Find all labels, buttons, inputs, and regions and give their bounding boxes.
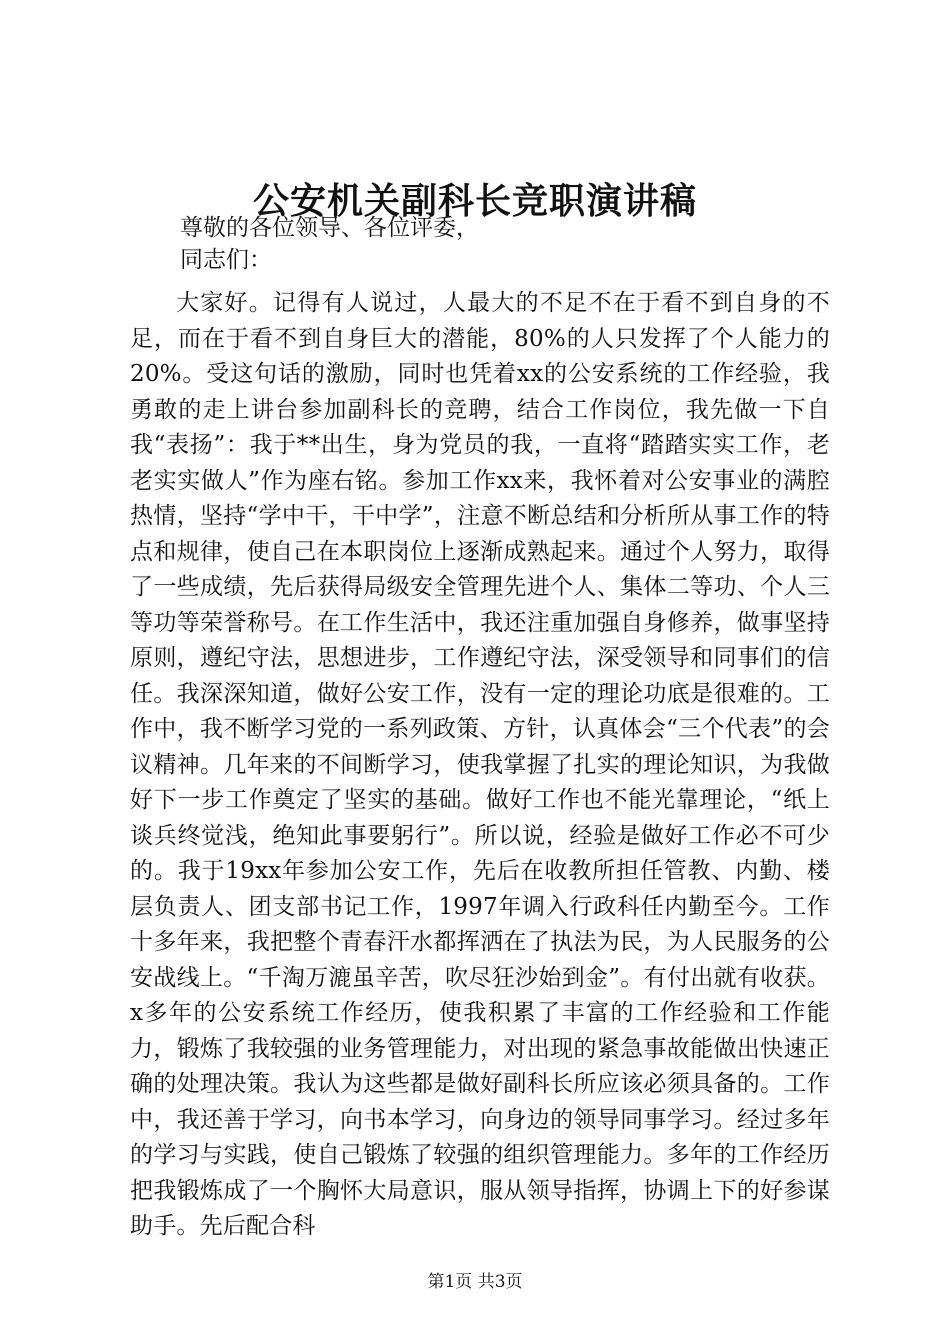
body-paragraph: 大家好。记得有人说过，人最大的不足不在于看不到自身的不足，而在于看不到自身巨大的潜能，80%的人只发挥了个人能力的20%。受这句话的激励，同时也凭着xx的公安系统的工作经验，我勇敢的走上讲台参加副科长的竞聘，结合工作岗位，我先做一下自我“表扬”：我于**出生，身为党员的我，一直将“踏踏实实工作，老老实实做人”作为座右铭。参加工作xx来，我怀着对公安事业的满腔热情，坚持“学中干，干中学”，注意不断总结和分析所从事工作的特点和规律，使自己在本职岗位上逐渐成熟起来。通过个人努力，取得了一些成绩，先后获得局级安全管理先进个人、集体二等功、个人三等功等荣誉称号。在工作生活中，我还注重加强自身修养，做事坚持原则，遵纪守法，思想进步，工作遵纪守法，深受领导和同事们的信任。我深深知道，做好公安工作，没有一定的理论功底是很难的。工作中，我不断学习党的一系列政策、方针，认真体会“三个代表”的会议精神。几年来的不间断学习，使我掌握了扎实的理论知识，为我做好下一步工作奠定了坚实的基础。做好工作也不能光靠理论，“纸上谈兵终觉浅，绝知此事要躬行”。所以说，经验是做好工作必不可少的。我于19xx年参加公安工作，先后在收教所担任管教、内勤、楼层负责人、团支部书记工作，1997年调入行政科任内勤至今。工作十多年来，我把整个青春汗水都挥洒在了执法为民，为人民服务的公安战线上。“千淘万漉虽辛苦，吹尽狂沙始到金”。有付出就有收获。x多年的公安系统工作经历，使我积累了丰富的工作经验和工作能力，锻炼了我较强的业务管理能力，对出现的紧急事故能做出快速正确的处理决策。我认为这些都是做好副科长所应该必须具备的。工作中，我还善于学习，向书本学习，向身边的领导同事学习。经过多年的学习与实践，使自己锻炼了较强的组织管理能力。多年的工作经历把我锻炼成了一个胸怀大局意识，服从领导指挥，协调上下的好参谋助手。先后配合科 xyxy=(130,290,830,1239)
document-title: 公安机关副科长竞职演讲稿 xyxy=(252,180,697,222)
page-footer: 第1页 共3页 xyxy=(427,1272,523,1292)
salutation-line-1: 尊敬的各位领导、各位评委， xyxy=(180,215,479,241)
salutation-line-2: 同志们： xyxy=(180,247,272,273)
